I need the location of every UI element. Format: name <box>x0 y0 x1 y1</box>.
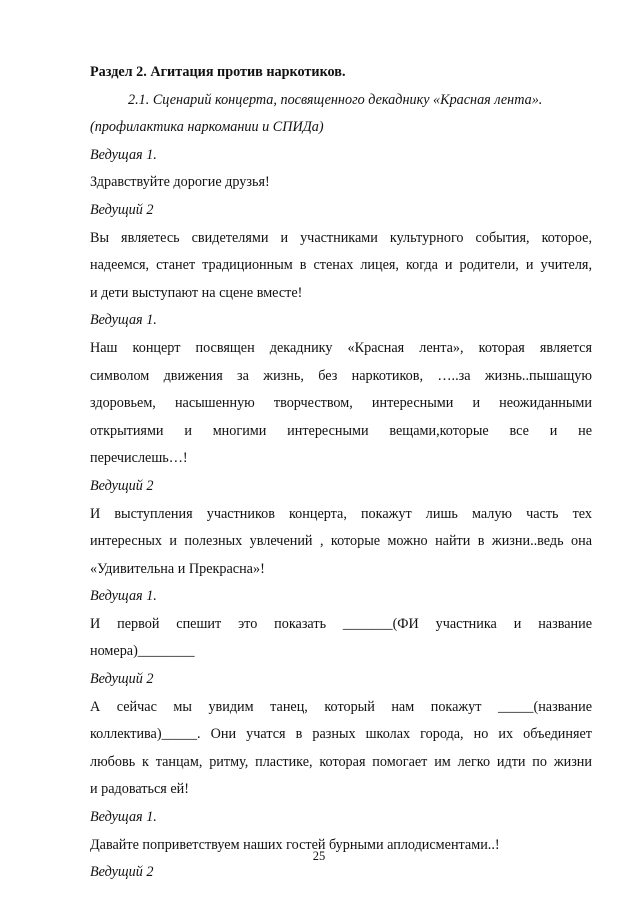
section-heading: Раздел 2. Агитация против наркотиков. <box>90 64 346 80</box>
document-body <box>90 59 592 887</box>
text-line: И первой спешит это показать _______(ФИ участника и название <box>90 615 592 632</box>
section-subheading: 2.1. Сценарий концерта, посвященного декаднику «Красная лента». <box>128 91 543 108</box>
text-line: А сейчас мы увидим танец, который нам покажут _____(название <box>90 698 592 715</box>
speaker-label: Ведущая 1. <box>90 809 157 826</box>
text-line: Вы являетесь свидетелями и участниками культурного события, которое, <box>90 229 592 246</box>
speaker-label: Ведущий 2 <box>90 864 154 881</box>
text-line: Наш концерт посвящен декаднику «Красная лента», которая является <box>90 339 592 356</box>
text-line: И выступления участников концерта, покажут лишь малую часть тех <box>90 505 592 522</box>
text-line: здоровьем, насышенную творчеством, интересными и неожиданными <box>90 395 592 412</box>
speaker-label: Ведущая 1. <box>90 588 157 605</box>
text-line: открытиями и многими интересными вещами,которые все и не <box>90 422 592 439</box>
text-line: символом движения за жизнь, без наркотиков, …..за жизнь..пышащую <box>90 367 592 384</box>
speaker-label: Ведущий 2 <box>90 201 154 218</box>
text-line: Давайте поприветствуем наших гостей бурными аплодисментами..! <box>90 836 500 853</box>
text-line: и радоваться ей! <box>90 781 189 798</box>
text-line: номера)________ <box>90 643 195 660</box>
text-line: интересных и полезных увлечений , которые можно найти в жизни..ведь она <box>90 533 592 550</box>
page-number: 25 <box>312 849 326 863</box>
text-line: и дети выступают на сцене вместе! <box>90 284 303 301</box>
speaker-label: Ведущая 1. <box>90 312 157 329</box>
text-line: коллектива)_____. Они учатся в разных школах города, но их объединяет <box>90 726 592 743</box>
text-line: «Удивительна и Прекрасна»! <box>90 560 265 577</box>
text-line: надеемся, станет традиционным в стенах лицея, когда и родители, и учителя, <box>90 257 592 274</box>
speaker-label: Ведущая 1. <box>90 146 157 163</box>
speaker-label: Ведущий 2 <box>90 477 154 494</box>
speaker-label: (профилактика наркомании и СПИДа) <box>90 119 324 136</box>
text-line: любовь к танцам, ритму, пластике, которая помогает им легко идти по жизни <box>90 753 592 770</box>
speaker-label: Ведущий 2 <box>90 671 154 688</box>
text-line: Здравствуйте дорогие друзья! <box>90 174 270 191</box>
text-line: перечислешь…! <box>90 450 188 467</box>
